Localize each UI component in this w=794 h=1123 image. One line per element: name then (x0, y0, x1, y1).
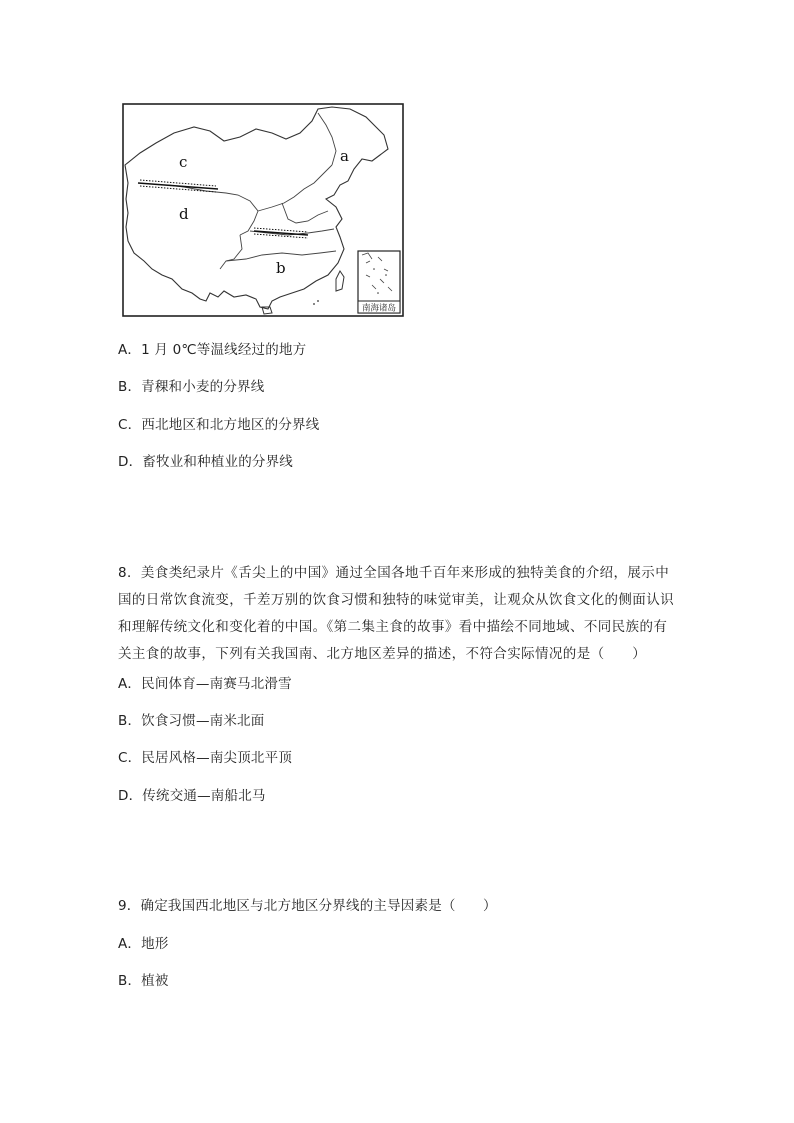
q7-option-a: A．1 月 0℃等温线经过的地方 (118, 342, 307, 358)
q8-option-d: D．传统交通—南船北马 (118, 788, 266, 804)
q9-stem: 9．确定我国西北地区与北方地区分界线的主导因素是（ ） (118, 898, 497, 914)
q8-stem-line: 8．美食类纪录片《舌尖上的中国》通过全国各地千百年来形成的独特美食的介绍，展示中 (118, 565, 670, 581)
q8-stem (118, 560, 678, 668)
q7-option-c: C．西北地区和北方地区的分界线 (118, 417, 320, 433)
region-label-a: a (340, 147, 349, 165)
q8-option-b: B．饮食习惯—南米北面 (118, 713, 265, 729)
q8-option-a: A．民间体育—南赛马北滑雪 (118, 676, 292, 692)
region-label-d: d (179, 205, 189, 223)
region-label-b: b (276, 259, 286, 277)
q8-stem-line: 和理解传统文化和变化着的中国。《第二集主食的故事》看中描绘不同地域、不同民族的有 (118, 619, 668, 635)
inset-label: 南海诸岛 (361, 303, 397, 314)
q8-option-c: C．民居风格—南尖顶北平顶 (118, 750, 293, 766)
q7-option-b: B．青稞和小麦的分界线 (118, 379, 265, 395)
q9-option-b: B．植被 (118, 973, 169, 989)
q7-option-d: D．畜牧业和种植业的分界线 (118, 454, 293, 470)
china-map (122, 103, 404, 317)
q8-stem-line: 国的日常饮食流变，千差万别的饮食习惯和独特的味觉审美，让观众从饮食文化的侧面认识 (118, 592, 674, 608)
q9-option-a: A．地形 (118, 936, 169, 952)
q8-stem-line: 关主食的故事，下列有关我国南、北方地区差异的描述，不符合实际情况的是（ ） (118, 646, 647, 662)
region-label-c: c (179, 153, 188, 171)
